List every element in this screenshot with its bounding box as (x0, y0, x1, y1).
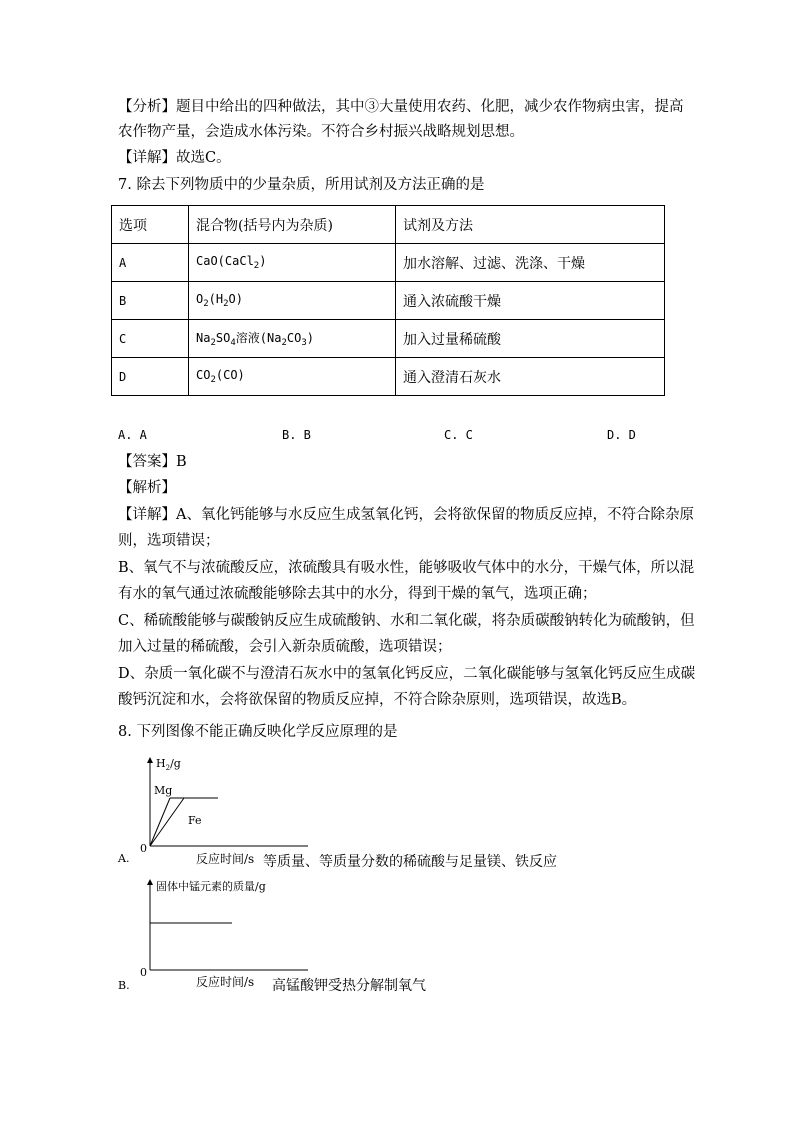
graph-b-caption: 高锰酸钾受热分解制氧气 (272, 978, 426, 994)
header-option: 选项 (112, 206, 189, 244)
choice-d: D. D (607, 428, 636, 442)
question-8-title: 8. 下列图像不能正确反映化学反应原理的是 (118, 724, 398, 740)
choice-c: C. C (444, 428, 473, 442)
explain-line: 则，选项错误； (118, 533, 220, 549)
header-method: 试剂及方法 (396, 206, 665, 244)
analysis-label-q7: 【解析】 (118, 480, 176, 496)
choice-b: B. B (282, 428, 311, 442)
question-7-title: 7. 除去下列物质中的少量杂质，所用试剂及方法正确的是 (118, 177, 485, 193)
graph-b-label: B. (118, 979, 130, 992)
row-option: C (112, 320, 189, 358)
row-method: 加水溶解、过滤、洗涤、干燥 (396, 244, 665, 282)
table-row (112, 320, 665, 358)
explain-line: C、稀硫酸能够与碳酸钠反应生成硫酸钠、水和二氧化碳，将杂质碳酸钠转化为硫酸钠，但 (118, 613, 695, 629)
fe-label: Fe (188, 814, 202, 827)
table-header-row (112, 206, 665, 244)
row-mixture: $CO_2(CO)$ (189, 358, 396, 396)
y-axis-label: 固体中锰元素的质量/g (156, 880, 266, 893)
origin-label: 0 (140, 842, 147, 855)
graph-a-caption: 等质量、等质量分数的稀硫酸与足量镁、铁反应 (263, 854, 557, 870)
graph-a (118, 752, 318, 864)
row-option: D (112, 358, 189, 396)
row-method: 通入浓硫酸干燥 (396, 282, 665, 320)
row-mixture: CaO(CaCl$_2$) (189, 244, 396, 282)
graph-a-xlabel: 反应时间/s (196, 852, 255, 866)
y-axis-label: $H_2/g$ (156, 757, 181, 772)
graph-b-xlabel: 反应时间/s (196, 975, 255, 989)
origin-label: 0 (140, 966, 147, 979)
row-method: 通入澄清石灰水 (396, 358, 665, 396)
explain-line: 有水的氧气通过浓硫酸能够除去其中的水分，得到干燥的氧气，选项正确； (118, 586, 597, 602)
detail-q6: 【详解】故选C。 (118, 150, 231, 166)
graph-a-label: A. (118, 852, 130, 865)
row-mixture: $O_2(H_2O)$ (189, 282, 396, 320)
row-mixture: $Na_2SO_4$溶液$(Na_2CO_3)$ (189, 320, 396, 358)
row-option: A (112, 244, 189, 282)
table-row (112, 282, 665, 320)
explain-line: D、杂质一氧化碳不与澄清石灰水中的氢氧化钙反应，二氧化碳能够与氢氧化钙反应生成碳 (118, 666, 696, 682)
explain-line: 加入过量的稀硫酸，会引入新杂质硫酸，选项错误； (118, 639, 452, 655)
mg-label: Mg (154, 784, 173, 797)
analysis-line-2: 农作物产量，会造成水体污染。不符合乡村振兴战略规划思想。 (118, 124, 524, 140)
header-mixture: 混合物(括号内为杂质) (189, 206, 396, 244)
graph-b (118, 876, 318, 980)
question-7-table (111, 205, 665, 396)
choice-a: A. A (118, 428, 147, 442)
table-row (112, 358, 665, 396)
explain-line: 【详解】A、氧化钙能够与水反应生成氢氧化钙，会将欲保留的物质反应掉，不符合除杂原 (118, 507, 694, 523)
answer-q7: 【答案】B (118, 454, 187, 470)
explain-line: B、氧气不与浓硫酸反应，浓硫酸具有吸水性，能够吸收气体中的水分，干燥气体，所以混 (118, 560, 695, 576)
table-row (112, 244, 665, 282)
row-option: B (112, 282, 189, 320)
row-method: 加入过量稀硫酸 (396, 320, 665, 358)
explain-line: 酸钙沉淀和水，会将欲保留的物质反应掉，不符合除杂原则，选项错误，故选B。 (118, 692, 637, 708)
analysis-line-1: 【分析】题目中给出的四种做法，其中③大量使用农药、化肥，减少农作物病虫害，提高 (118, 99, 684, 115)
